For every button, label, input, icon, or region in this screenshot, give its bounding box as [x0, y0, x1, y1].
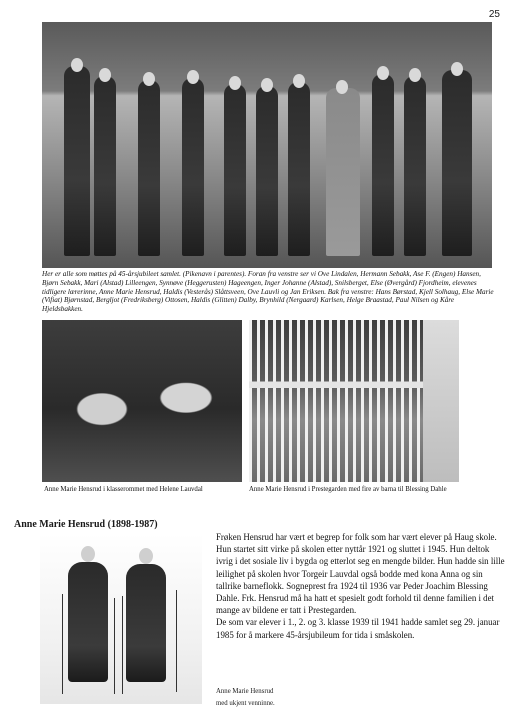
ski-caption-line: Anne Marie Hensrud	[216, 688, 274, 695]
group-photo	[42, 22, 492, 268]
page-number: 25	[488, 9, 500, 20]
article-paragraph: Frøken Hensrud har vært et begrep for folk som har vært elever på Haug skole. Hun startet sitt virke på skolen etter nyttår 1921 og sluttet i 1945. Hun deltok ivrig i det sosiale liv i bygda og etterlot seg en mengde bilder. Hun hadde sin lille leilighet på skolen hvor Torgeir Lauvdal også bodde med kona Anna og sin tallrike barneflokk. Sogneprest fra 1924 til 1936 var Peder Joachim Blessing Dahle. Frk. Hensrud må ha hatt et spesielt godt forhold til denne familien i det mange av bildene er tatt i Prestegarden.	[216, 532, 505, 616]
ski-photo	[40, 534, 202, 704]
classroom-photo-caption: Anne Marie Hensrud i klasserommet med Helene Lauvdal	[44, 486, 203, 493]
garden-photo	[249, 320, 459, 482]
article-paragraph: De som var elever i 1., 2. og 3. klasse 1939 til 1941 hadde samlet seg 29. januar 1985 for å markere 45-årsjubileum for tida i småskolen.	[216, 617, 500, 640]
ski-caption-line: med ukjent venninne.	[216, 700, 275, 707]
garden-photo-caption: Anne Marie Hensrud i Prestegarden med fire av barna til Blessing Dahle	[249, 486, 447, 493]
group-photo-caption: Her er alle som møttes på 45-årsjubileet samlet. (Pikenavn i parentes). Foran fra venstre ser vi Ove Lindalen, Hermann Sebakk, Ase F. (Engen) Hansen, Bjørn Sebakk, Mari (Alstad) Lilleengen, Synnøve (Heggerusten) Hageengen, Inger Johanne (Alstad), Snilsberget, Else (Øvergård) Fjordheim, elevenes tidligere lærerinne, Anne Marie Hensrud, Haldis (Vesterås) Slåttsveen, Ove Lauvli og Jan Eriksen. Bak fra venstre: Hans Børstad, Kjell Solhaug, Else Marie (Vifiat) Bjørnstad, Bergljot (Fredriksberg) Ottosen, Haldis (Glitten) Dalby, Brynhild (Nergaard) Karlsen, Helge Braastad, Paul Nilsen og Kåre Hjeldsbakken.	[42, 270, 494, 314]
ski-photo-caption	[216, 686, 275, 710]
article-body	[216, 531, 506, 641]
section-heading: Anne Marie Hensrud (1898-1987)	[14, 519, 158, 530]
classroom-photo	[42, 320, 242, 482]
